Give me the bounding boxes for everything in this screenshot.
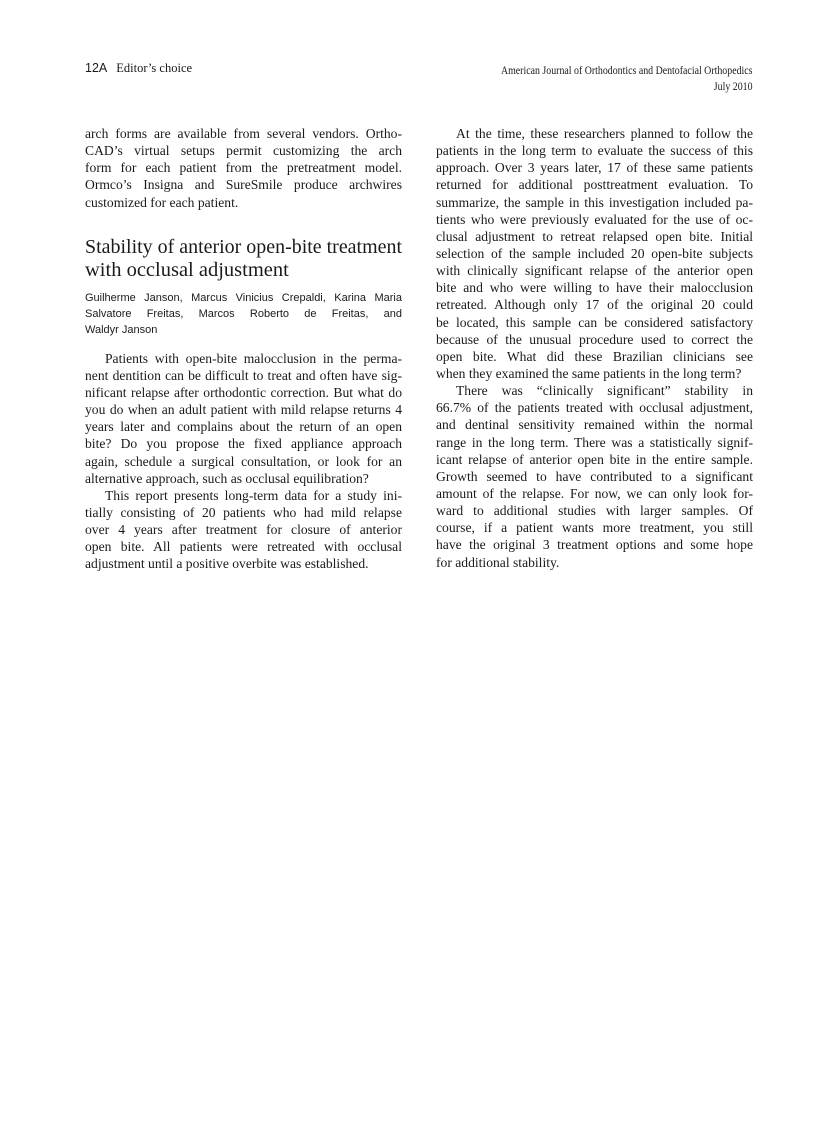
- body-line: [85, 367, 402, 384]
- body-line-text: summarize, the sample in this investigation included pa-: [436, 194, 753, 210]
- body-line-text: for additional stability.: [436, 554, 560, 570]
- body-line-text: CAD’s virtual setups permit customizing the arch: [85, 143, 402, 159]
- title-line: [85, 259, 402, 282]
- body-line: [436, 502, 753, 519]
- article-authors: [85, 290, 402, 338]
- author-line-text: Waldyr Janson: [85, 323, 158, 336]
- body-line: [436, 382, 753, 399]
- body-line-text: with clinically significant relapse of the anterior open: [436, 263, 753, 279]
- body-line: [85, 521, 402, 538]
- body-line: [85, 194, 402, 211]
- body-line-text: nificant relapse after orthodontic correction. But what do: [85, 384, 402, 400]
- body-line-text: customized for each patient.: [85, 194, 239, 210]
- body-line: [85, 142, 402, 159]
- article-title: [85, 236, 402, 282]
- body-line: [436, 228, 753, 245]
- body-line-text: years later and complains about the return of an open: [85, 419, 402, 435]
- body-line-text: amount of the relapse. For now, we can only look for-: [436, 485, 753, 501]
- paragraph: [85, 487, 402, 573]
- body-line: [85, 555, 402, 572]
- body-line-text: patients in the long term to evaluate the success of this: [436, 143, 753, 159]
- body-line: [436, 314, 753, 331]
- title-line-text: Stability of anterior open-bite treatment: [85, 235, 402, 258]
- body-line-text: 66.7% of the patients treated with occlusal adjustment,: [436, 400, 753, 416]
- body-line: [436, 331, 753, 348]
- body-line: [85, 538, 402, 555]
- body-line-text: over 4 years after treatment for closure of anterior: [85, 522, 402, 538]
- body-line: [436, 296, 753, 313]
- body-line-text: alternative approach, such as occlusal equilibration?: [85, 470, 369, 486]
- body-line-text: selection of the sample included 20 open-bite subjects: [436, 245, 753, 261]
- body-line-text: open bite. All patients were retreated with occlusal: [85, 539, 402, 555]
- body-line: [85, 470, 402, 487]
- journal-name: American Journal of Orthodontics and Dentofacial Orthopedics: [501, 65, 753, 77]
- body-line: [436, 365, 753, 382]
- body-line-text: At the time, these researchers planned to follow the: [456, 126, 753, 141]
- body-line: [436, 176, 753, 193]
- author-line: [85, 306, 402, 322]
- author-line-text: Guilherme Janson, Marcus Vinicius Crepaldi, Karina Maria: [85, 291, 402, 304]
- body-line-text: again, schedule a surgical consultation, or look for an: [85, 453, 402, 469]
- body-line: [436, 434, 753, 451]
- body-line-text: when they examined the same patients in the long term?: [436, 365, 742, 381]
- page-number: 12A: [85, 61, 108, 75]
- body-line-text: bite and who were willing to have their malocclusion: [436, 280, 753, 296]
- body-line: [436, 348, 753, 365]
- body-line-text: There was “clinically significant” stability in: [456, 383, 753, 399]
- body-line: [436, 194, 753, 211]
- body-line: [85, 435, 402, 452]
- body-line: [85, 384, 402, 401]
- body-line: [85, 125, 402, 142]
- body-line: [436, 262, 753, 279]
- right-body: [436, 125, 753, 571]
- body-line-text: ward to additional studies with larger samples. Of: [436, 503, 753, 519]
- body-line-text: open bite. What did these Brazilian clinicians see: [436, 348, 753, 364]
- body-line: [436, 519, 753, 536]
- body-line: [85, 159, 402, 176]
- body-line-text: approach. Over 3 years later, 17 of these same patients: [436, 160, 753, 176]
- body-line-text: adjustment until a positive overbite was established.: [85, 556, 369, 572]
- body-line: [436, 399, 753, 416]
- body-line: [85, 418, 402, 435]
- body-line-text: retreated. Although only 17 of the original 20 could: [436, 297, 753, 313]
- title-line: [85, 236, 402, 259]
- paragraph: [85, 350, 402, 487]
- section-name: Editor’s choice: [116, 61, 193, 75]
- body-line-text: tially consisting of 20 patients who had mild relapse: [85, 504, 402, 520]
- body-line-text: returned for additional posttreatment evaluation. To: [436, 177, 753, 193]
- body-line-text: clusal adjustment to retreat relapsed open bite. Initial: [436, 228, 753, 244]
- body-line-text: This report presents long-term data for a study ini-: [105, 487, 402, 503]
- body-line: [436, 416, 753, 433]
- body-line: [85, 176, 402, 193]
- body-line: [85, 487, 402, 504]
- body-line-text: Growth seemed to have contributed to a significant: [436, 468, 753, 484]
- author-line: [85, 290, 402, 306]
- body-line-text: because of the unusual procedure used to correct the: [436, 331, 753, 347]
- body-line: [436, 485, 753, 502]
- author-line: [85, 322, 402, 338]
- body-line-text: bite? Do you propose the fixed appliance approach: [85, 436, 402, 452]
- body-line-text: and dentinal sensitivity remained within the normal: [436, 417, 753, 433]
- continuation-paragraph: [85, 125, 402, 211]
- body-line: [85, 453, 402, 470]
- body-line: [436, 468, 753, 485]
- body-line-text: Patients with open-bite malocclusion in the perma-: [105, 350, 402, 366]
- running-header-left: [85, 61, 192, 76]
- paragraph: [436, 125, 753, 382]
- body-line: [436, 279, 753, 296]
- body-line-text: icant relapse of anterior open bite in the entire sample.: [436, 451, 753, 467]
- body-line-text: course, if a patient wants more treatment, you still: [436, 520, 753, 536]
- body-line-text: Ormco’s Insigna and SureSmile produce archwires: [85, 177, 402, 193]
- left-column: [85, 125, 402, 573]
- body-line: [436, 536, 753, 553]
- body-line-text: tients who were previously evaluated for the use of oc-: [436, 211, 753, 227]
- issue-date: July 2010: [714, 81, 753, 93]
- author-line-text: Salvatore Freitas, Marcos Roberto de Freitas, and: [85, 307, 402, 320]
- paragraph: [436, 382, 753, 571]
- body-line-text: be located, this sample can be considered satisfactory: [436, 314, 753, 330]
- body-line: [436, 451, 753, 468]
- body-line: [85, 401, 402, 418]
- body-line: [85, 504, 402, 521]
- right-column: [436, 125, 753, 571]
- body-line-text: range in the long term. There was a statistically signif-: [436, 434, 753, 450]
- body-line-text: nent dentition can be difficult to treat and often have sig-: [85, 367, 402, 383]
- running-header-right: [501, 63, 753, 95]
- body-line-text: form for each patient from the pretreatment model.: [85, 160, 402, 176]
- body-line: [85, 350, 402, 367]
- body-line-text: have the original 3 treatment options and some hope: [436, 537, 753, 553]
- body-line: [436, 159, 753, 176]
- body-line: [436, 125, 753, 142]
- body-line: [436, 142, 753, 159]
- body-line: [436, 211, 753, 228]
- body-line-text: arch forms are available from several vendors. Ortho-: [85, 126, 402, 141]
- body-line: [436, 554, 753, 571]
- body-line-text: you do when an adult patient with mild relapse returns 4: [85, 402, 402, 418]
- title-line-text: with occlusal adjustment: [85, 258, 289, 281]
- body-line: [436, 245, 753, 262]
- left-body: [85, 350, 402, 573]
